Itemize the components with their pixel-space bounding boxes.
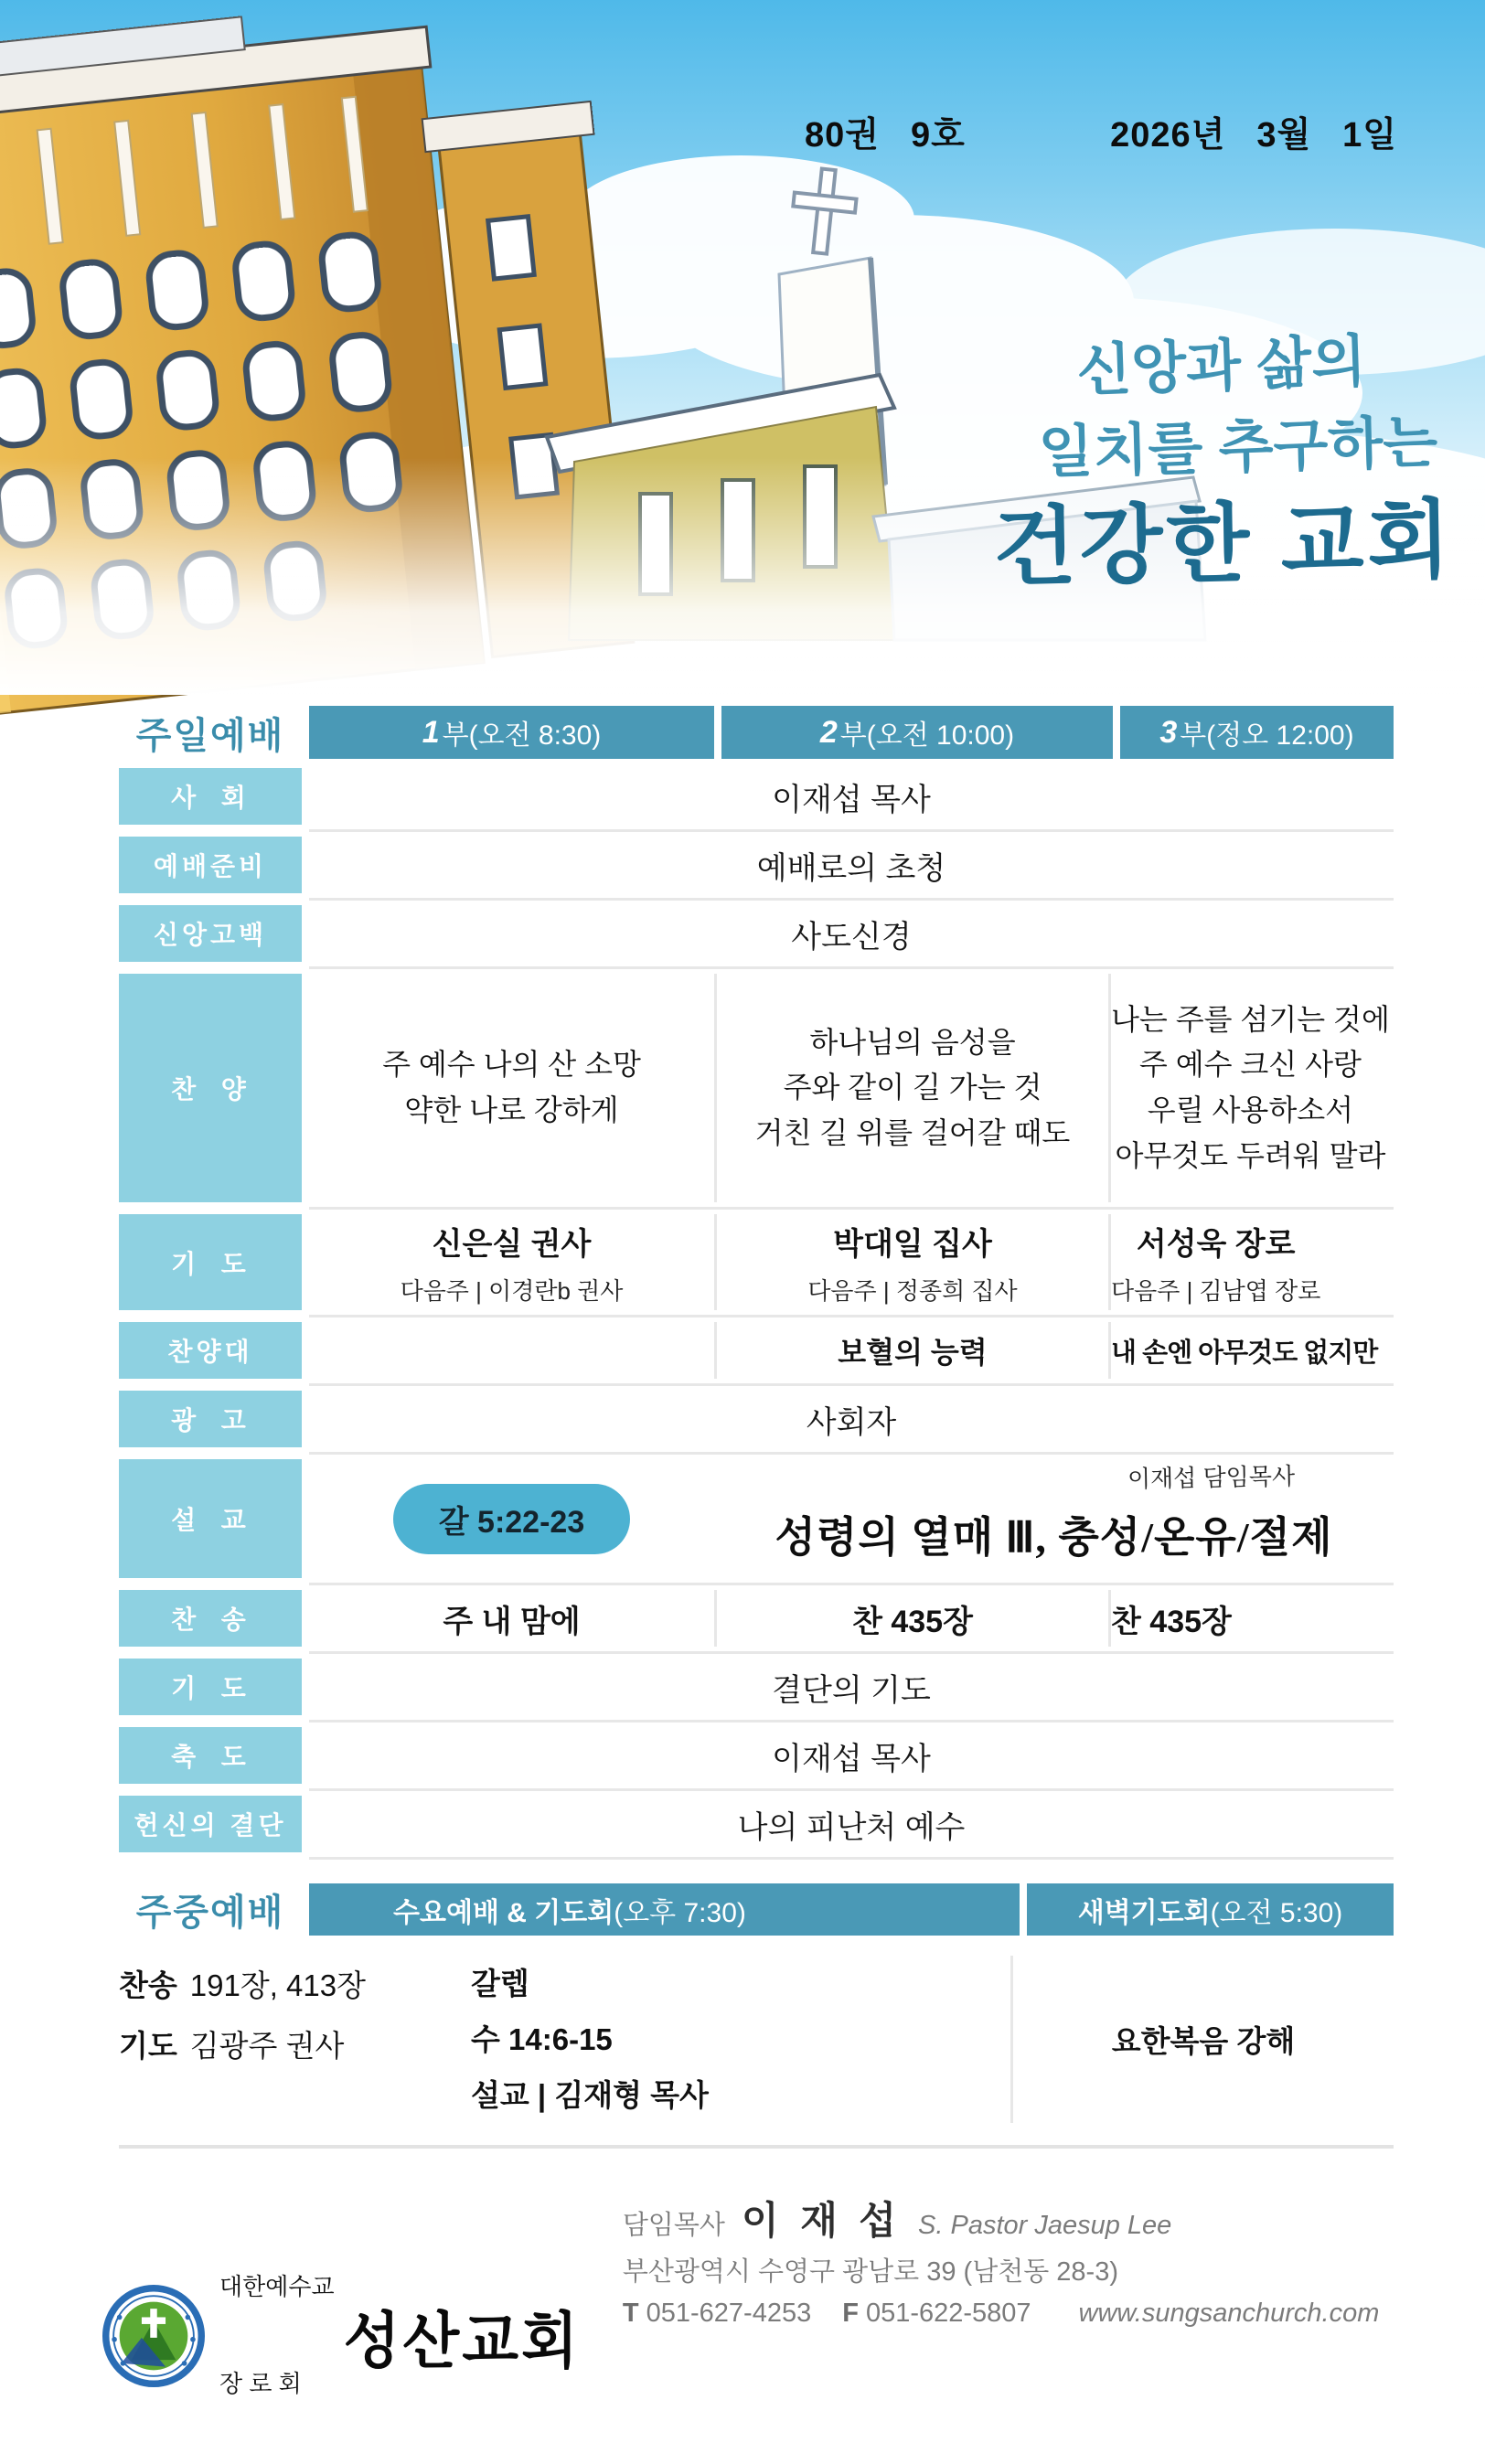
- row-benediction-label: 축 도: [119, 1727, 302, 1784]
- row-divider: [309, 966, 1394, 969]
- denomination-emblem-icon: [102, 2285, 205, 2387]
- row-divider: [309, 1651, 1394, 1654]
- row-benediction: [119, 1727, 1394, 1784]
- row-hymn-label: 찬 송: [119, 1590, 302, 1647]
- row-hymn: [119, 1590, 1394, 1647]
- choir-anthem: 보혈의 능력: [838, 1336, 988, 1369]
- dawn-service-time: (오전 5:30): [1210, 1897, 1343, 1928]
- masthead: [805, 106, 1397, 156]
- row-prayer-2-value: 결단의 기도: [772, 1672, 931, 1708]
- prayer-next-week: 다음주 | 김남엽 장로: [1111, 1276, 1321, 1305]
- issue-date: [1110, 106, 1397, 156]
- praise-line: 우릴 사용하소서: [1147, 1093, 1354, 1126]
- volume-label: 80권: [805, 116, 880, 155]
- date-month: 3월: [1256, 116, 1312, 155]
- service-1-time: 부(오전 8:30): [442, 720, 602, 751]
- praise-line: 주 예수 크신 사랑: [1138, 1048, 1362, 1082]
- row-presider-value: 이재섭 목사: [772, 782, 931, 817]
- midweek-worship-section: [119, 1883, 1394, 2149]
- row-announcement-value: 사회자: [806, 1404, 897, 1440]
- wednesday-service-time: (오후 7:30): [614, 1897, 746, 1928]
- denomination-name: [219, 2207, 335, 2464]
- row-creed-value: 사도신경: [791, 919, 912, 955]
- row-prayer: [119, 1214, 1394, 1310]
- row-presider-label: 사 회: [119, 768, 302, 825]
- website-link[interactable]: www.sungsanchurch.com: [1078, 2299, 1380, 2329]
- midweek-prayer-label: 기도: [119, 2029, 177, 2063]
- midweek-hymn-line: [119, 1956, 386, 2016]
- pastor-name-english: S. Pastor Jaesup Lee: [918, 2211, 1172, 2241]
- row-preparation-label: 예배준비: [119, 837, 302, 893]
- wednesday-service-name: 수요예배 & 기도회: [393, 1897, 614, 1928]
- row-announcement-label: 광 고: [119, 1391, 302, 1447]
- footer-contact-info: [623, 2191, 1379, 2335]
- row-benediction-value: 이재섭 목사: [772, 1741, 931, 1776]
- choir-service-2: [717, 1322, 1108, 1379]
- hero-banner: [0, 0, 1485, 695]
- sunday-worship-title: 주일예배: [135, 715, 285, 756]
- footer: [102, 2191, 1485, 2464]
- row-preparation: [119, 837, 1394, 893]
- sunday-worship-section: [119, 706, 1394, 1860]
- sermon-preacher: 이재섭 담임목사: [1127, 1462, 1296, 1493]
- hymn-service-2: [717, 1590, 1108, 1647]
- pastor-title-label: 담임목사: [622, 2211, 725, 2241]
- dawn-service-name: 새벽기도회: [1077, 1897, 1211, 1928]
- row-divider: [309, 1207, 1394, 1210]
- wednesday-service-header: [309, 1883, 1020, 1936]
- pastor-name: 이 재 섭: [741, 2199, 903, 2243]
- row-prayer-2: [119, 1659, 1394, 1715]
- dawn-service-header: [1027, 1883, 1394, 1936]
- row-divider: [309, 829, 1394, 832]
- wednesday-scripture: 수 14:6-15: [471, 2022, 613, 2057]
- prayer-next-week: 다음주 | 이경란b 권사: [400, 1276, 624, 1305]
- church-slogan: [991, 329, 1455, 596]
- prayer-service-1: [309, 1214, 714, 1310]
- midweek-hymn-label: 찬송: [119, 1968, 177, 2002]
- row-choir: [119, 1322, 1394, 1379]
- row-divider: [309, 1315, 1394, 1317]
- praise-service-1: [309, 974, 714, 1202]
- church-logo: [102, 2207, 581, 2464]
- wednesday-service-content: [386, 1956, 1010, 2123]
- row-divider: [309, 898, 1394, 901]
- midweek-title: 주중예배: [135, 1893, 285, 1933]
- praise-line: 거친 길 위를 걸어갈 때도: [754, 1115, 1071, 1149]
- praise-line: 약한 나로 강하게: [404, 1093, 619, 1126]
- praise-line: 하나님의 음성을: [809, 1025, 1016, 1059]
- slogan-line-2: 일치를 추구하는: [1037, 411, 1438, 485]
- pastor-line: [623, 2191, 1379, 2251]
- row-preparation-value: 예배로의 초청: [756, 850, 946, 886]
- slogan-line-3: 건강한 교회: [991, 491, 1455, 596]
- contact-line: [623, 2293, 1379, 2335]
- choir-anthem: 내 손엔 아무것도 없지만: [1111, 1338, 1378, 1368]
- row-dedication: [119, 1796, 1394, 1852]
- fax-number: 051-622-5807: [865, 2299, 1031, 2329]
- fax-label: F: [842, 2299, 859, 2329]
- choir-service-1: [309, 1322, 714, 1379]
- sermon-title-area: [714, 1459, 1394, 1578]
- midweek-prayer-line: [119, 2016, 386, 2076]
- prayer-name: 서성욱 장로: [1136, 1226, 1296, 1262]
- hymn-title: 찬 435장: [852, 1604, 973, 1639]
- date-day: 1일: [1342, 116, 1397, 155]
- row-sermon-label: 설 교: [119, 1459, 302, 1578]
- service-2-number: 2: [819, 714, 838, 750]
- hymn-title: 주 내 맘에: [443, 1604, 581, 1639]
- service-1-number: 1: [422, 714, 440, 750]
- praise-service-3: [1111, 974, 1390, 1202]
- row-praise: [119, 974, 1394, 1202]
- midweek-left-info: [119, 1956, 386, 2123]
- wednesday-sermon-title: 갈렙: [471, 1967, 529, 2000]
- praise-line: 주 예수 나의 산 소망: [382, 1048, 641, 1082]
- row-divider: [309, 1383, 1394, 1386]
- row-prayer-label: 기 도: [119, 1214, 302, 1310]
- row-prayer-2-label: 기 도: [119, 1659, 302, 1715]
- prayer-name: 박대일 집사: [833, 1226, 992, 1262]
- praise-line: 아무것도 두려워 말라: [1115, 1138, 1386, 1172]
- prayer-name: 신은실 권사: [432, 1226, 592, 1262]
- sermon-title: 성령의 열매 Ⅲ, 충성/온유/절제: [775, 1514, 1333, 1561]
- dawn-service-content: 요한복음 강해: [1010, 1956, 1394, 2123]
- row-divider: [309, 1583, 1394, 1585]
- midweek-hymn-value: 191장, 413장: [189, 1968, 366, 2002]
- choir-service-3: [1111, 1322, 1377, 1379]
- church-address: 부산광역시 수영구 광남로 39 (남천동 28-3): [622, 2256, 1118, 2287]
- midweek-prayer-value: 김광주 권사: [189, 2029, 345, 2063]
- row-praise-label: 찬 양: [119, 974, 302, 1202]
- section-rule: [119, 2145, 1394, 2149]
- hymn-title: 찬 435장: [1111, 1604, 1232, 1639]
- midweek-header: [119, 1883, 1394, 1936]
- hymn-service-1: [309, 1590, 714, 1647]
- praise-line: 나는 주를 섬기는 것에: [1111, 1002, 1390, 1036]
- praise-service-2: [717, 974, 1108, 1202]
- denomination-line-1: 대한예수교: [219, 2273, 335, 2301]
- hymn-service-3: [1111, 1590, 1232, 1647]
- issue-number: [805, 106, 966, 156]
- row-dedication-value: 나의 피난처 예수: [737, 1809, 966, 1845]
- service-3-number: 3: [1159, 714, 1178, 750]
- row-creed-label: 신앙고백: [119, 905, 302, 962]
- midweek-body: [119, 1956, 1394, 2123]
- service-3-time: 부(정오 12:00): [1180, 720, 1354, 751]
- sunday-worship-header: [119, 706, 1394, 759]
- date-year: 2026년: [1110, 116, 1226, 155]
- service-2-header: [721, 706, 1113, 759]
- row-divider: [309, 1720, 1394, 1723]
- prayer-service-3: [1111, 1214, 1320, 1310]
- denomination-line-2: 장 로 회: [219, 2369, 302, 2397]
- service-3-header: [1120, 706, 1394, 759]
- praise-line: 주와 같이 길 가는 것: [783, 1071, 1042, 1104]
- sermon-scripture-area: [309, 1459, 714, 1578]
- row-divider: [309, 1857, 1394, 1860]
- slogan-line-1: 신앙과 삶의: [1075, 329, 1368, 403]
- row-announcement: [119, 1391, 1394, 1447]
- row-dedication-label: 헌신의 결단: [119, 1796, 302, 1852]
- service-1-header: [309, 706, 714, 759]
- wednesday-preacher: 설교 | 김재형 목사: [471, 2078, 709, 2113]
- row-divider: [309, 1452, 1394, 1455]
- row-sermon: [119, 1459, 1394, 1578]
- prayer-service-2: [717, 1214, 1108, 1310]
- service-2-time: 부(오전 10:00): [839, 720, 1015, 751]
- tel-label: T: [622, 2299, 639, 2329]
- row-divider: [309, 1788, 1394, 1791]
- church-name: 성산교회: [343, 2307, 581, 2375]
- row-creed: [119, 905, 1394, 962]
- scripture-badge: 갈 5:22-23: [393, 1484, 630, 1554]
- prayer-next-week: 다음주 | 정종희 집사: [807, 1276, 1018, 1305]
- tel-number: 051-627-4253: [646, 2299, 812, 2329]
- row-choir-label: 찬양대: [119, 1322, 302, 1379]
- row-presider: [119, 768, 1394, 825]
- issue-label: 9호: [910, 116, 966, 155]
